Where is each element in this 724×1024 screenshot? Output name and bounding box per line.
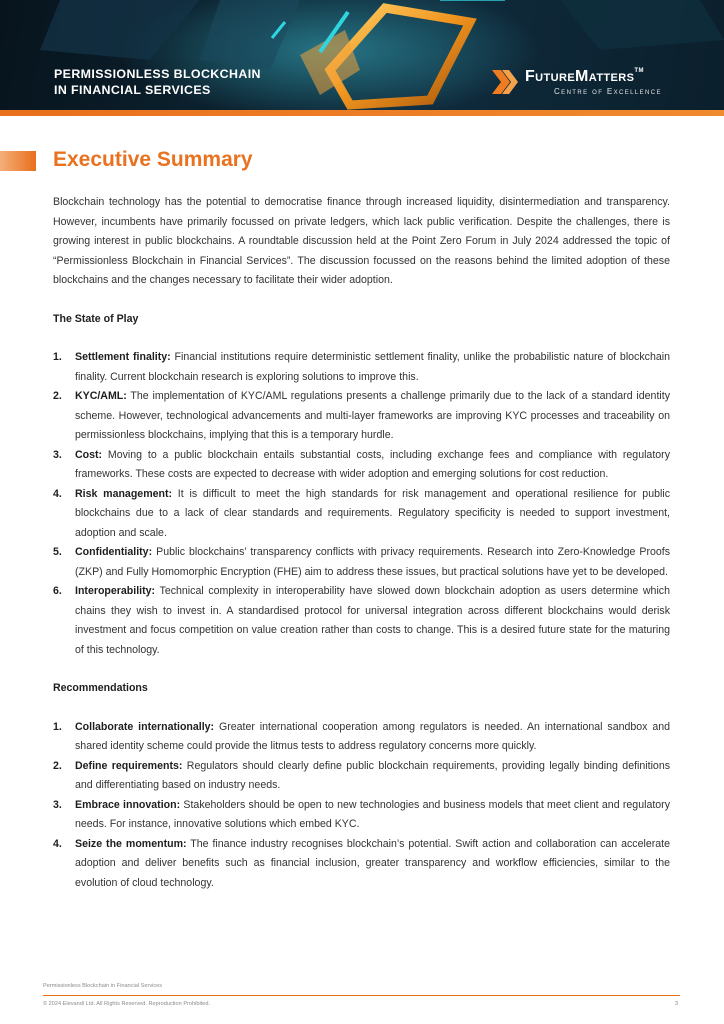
chevron-logo-icon (492, 70, 520, 94)
page-number: 3 (675, 1001, 679, 1007)
item-number: 4. (53, 837, 62, 850)
state-of-play-list (53, 348, 670, 660)
shard-3 (560, 0, 724, 50)
list-item (53, 543, 670, 582)
item-term: Seize the momentum: (75, 837, 187, 850)
recommendations-heading: Recommendations (53, 682, 148, 694)
item-term: Settlement finality: (75, 351, 171, 363)
logo-subtitle: Centre of Excellence (554, 87, 662, 96)
list-item (53, 718, 670, 757)
item-number: 1. (53, 720, 62, 733)
state-of-play-heading: The State of Play (53, 312, 139, 325)
item-text: It is difficult to meet the high standards for risk management and operational resilience for public blockchains due to a lack of clear standards and requirements. Regulatory specificity is needed to support investment, adoption and scale. (75, 487, 670, 539)
item-number: 1. (53, 351, 62, 363)
list-item (53, 835, 670, 894)
item-term: KYC/AML: (75, 390, 127, 402)
logo-name-text: FutureMatters (525, 68, 635, 85)
item-term: Confidentiality: (75, 546, 153, 558)
item-number: 3. (53, 798, 62, 811)
header-orange-rule (0, 110, 724, 116)
item-number: 2. (53, 759, 62, 772)
item-term: Embrace innovation: (75, 798, 181, 811)
item-text: The finance industry recognises blockchain’s potential. Swift action and collaboration can accelerate adoption and deliver benefits such as financial inclusion, greater transparency and workflow efficiencies, similar to the evolution of cloud technology. (75, 837, 670, 889)
list-item (53, 348, 670, 387)
list-item (53, 446, 670, 485)
item-text: Technical complexity in interoperability have slowed down blockchain adoption as users determine which chains they wish to invest in. A standardised protocol for universal integration across different blockchains would derisk investment and focus competition on value creation rather than costs to change. This is a desired future state for the maturing of this technology. (75, 585, 670, 656)
main-content (53, 193, 670, 893)
logo-trademark: TM (634, 68, 644, 74)
item-number: 6. (53, 585, 62, 597)
item-number: 3. (53, 448, 62, 461)
header-banner (0, 0, 724, 110)
item-term: Define requirements: (75, 759, 183, 772)
item-text: The implementation of KYC/AML regulations presents a challenge primarily due to the lack of a standard identity scheme. However, technological advancements and multi-layer frameworks are improving KYC processes and traceability on permissionless blockchains, implying that this is a temporary hurdle. (75, 390, 670, 441)
item-text: Stakeholders should be open to new technologies and business models that meet client and regulatory needs. For instance, innovative solutions which embed KYC. (75, 798, 670, 830)
list-item (53, 485, 670, 544)
item-text: Financial institutions require deterministic settlement finality, unlike the probabilistic nature of blockchain finality. Current blockchain research is exploring solutions to improve this. (75, 351, 670, 383)
item-number: 5. (53, 546, 62, 558)
item-number: 2. (53, 390, 62, 402)
item-term: Interoperability: (75, 585, 156, 597)
report-title-line-1: PERMISSIONLESS BLOCKCHAIN (54, 67, 261, 81)
item-text: Public blockchains’ transparency conflicts with privacy requirements. Research into Zero-Knowledge Proofs (ZKP) and Fully Homomorphic Encryption (FHE) aim to address these issues, but practical solutions have yet to be developed. (75, 546, 670, 578)
item-text: Moving to a public blockchain entails substantial costs, including exchange fees and compliance with regulatory frameworks. These costs are expected to decrease with wider adoption and emerging solutions for cost reduction. (75, 448, 670, 480)
list-item (53, 796, 670, 835)
item-text: Greater international cooperation among regulators is needed. An international sandbox and shared identity scheme could provide the litmus tests to address regulatory concerns more quickly. (75, 720, 670, 752)
list-item (53, 757, 670, 796)
footer-copyright: © 2024 Elevandi Ltd. All Rights Reserved. Reproduction Prohibited. (43, 1001, 211, 1007)
logo-name (525, 68, 644, 86)
report-title-line-2: IN FINANCIAL SERVICES (54, 83, 211, 97)
footer-rule (43, 995, 680, 996)
list-item (53, 387, 670, 446)
item-number: 4. (53, 487, 62, 500)
item-text: Regulators should clearly define public blockchain requirements, providing legally binding definitions and differentiating based on industry needs. (75, 759, 671, 791)
item-term: Cost: (75, 448, 103, 461)
recommendations-list (53, 718, 670, 894)
report-title (54, 66, 314, 98)
intro-paragraph: Blockchain technology has the potential to democratise finance through increased liquidity, disintermediation and transparency. However, incumbents have primarily focussed on private ledgers, which lack public verification. Despite the challenges, there is growing interest in public blockchains. A roundtable discussion held at the Point Zero Forum in July 2024 addressed the topic of “Permissionless Blockchain in Financial Services”. The discussion focussed on the reasons behind the limited adoption of these blockchains and the changes necessary to facilitate their wider adoption. (53, 196, 670, 286)
list-item (53, 582, 670, 660)
title-accent-tab (0, 151, 36, 171)
item-term: Risk management: (75, 487, 173, 500)
page-title: Executive Summary (53, 148, 253, 171)
item-term: Collaborate internationally: (75, 720, 215, 733)
futurematters-logo (492, 68, 682, 100)
footer-running-title: Permissionless Blockchain in Financial Services (43, 983, 163, 989)
